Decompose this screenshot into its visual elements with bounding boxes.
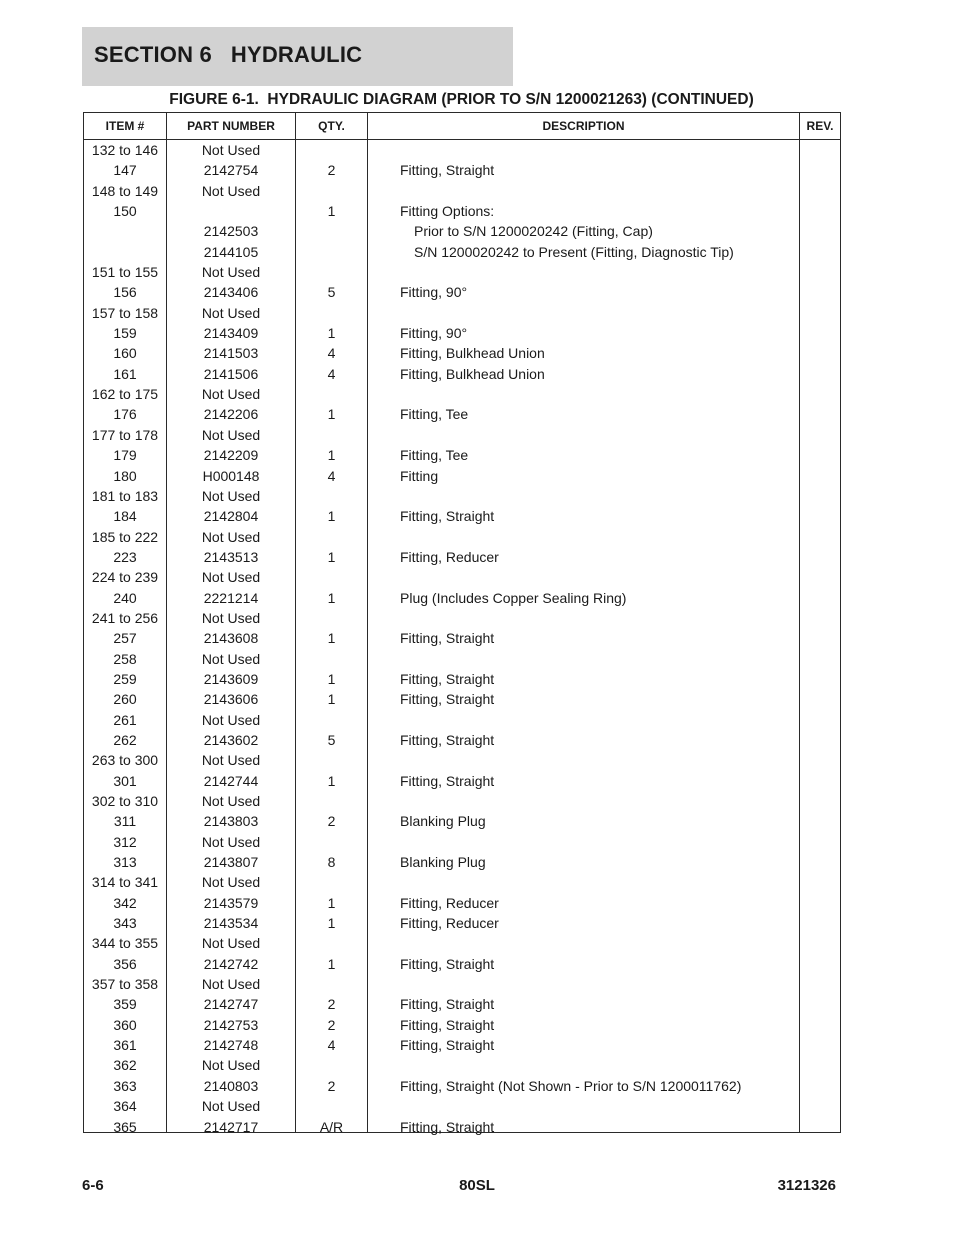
table-row [84, 669, 840, 689]
part-number: 2143807 [203, 854, 259, 871]
table-row [84, 913, 840, 933]
item-number: 181 to 183 [91, 487, 159, 504]
item-number: 262 [113, 731, 137, 748]
item-number: 148 to 149 [91, 182, 159, 199]
description: Fitting, Straight [400, 731, 495, 748]
table-row [84, 486, 840, 506]
part-number: 2141503 [203, 345, 259, 362]
table-row [84, 628, 840, 648]
column-header-description: DESCRIPTION [542, 119, 625, 133]
table-row [84, 445, 840, 465]
table-row [84, 689, 840, 709]
part-number: 2221214 [203, 589, 259, 606]
table-row [84, 1096, 840, 1116]
part-number: 2143534 [203, 915, 259, 932]
description: Fitting, Straight [400, 508, 495, 525]
table-row [84, 710, 840, 730]
table-row [84, 262, 840, 282]
item-number: 263 to 300 [91, 752, 159, 769]
item-number: 147 [113, 162, 137, 179]
table-row [84, 140, 840, 160]
quantity: 2 [327, 162, 336, 179]
table-row [84, 221, 840, 241]
description: Fitting, 90° [400, 284, 468, 301]
description: Fitting, Straight [400, 1037, 495, 1054]
section-title: SECTION 6 HYDRAULIC [94, 42, 363, 67]
item-number: 365 [113, 1118, 137, 1135]
description: Fitting Options: [400, 203, 495, 220]
quantity: 1 [327, 670, 336, 687]
table-row [84, 649, 840, 669]
part-number: 2142744 [203, 772, 259, 789]
table-row [84, 832, 840, 852]
quantity: 2 [327, 1077, 336, 1094]
part-number: 2143608 [203, 630, 259, 647]
part-number: 2142754 [203, 162, 259, 179]
description: Fitting, Bulkhead Union [400, 345, 545, 362]
table-row [84, 1076, 840, 1096]
description: Fitting, Straight [400, 670, 495, 687]
part-number: Not Used [201, 793, 261, 809]
table-row [84, 974, 840, 994]
quantity: 1 [327, 691, 336, 708]
quantity: 1 [327, 589, 336, 606]
part-number: 2142804 [203, 508, 259, 525]
table-row [84, 160, 840, 180]
table-row [84, 466, 840, 486]
model-name: 80SL [459, 1177, 495, 1194]
item-number: 159 [113, 325, 137, 342]
table-row [84, 1055, 840, 1075]
table-row [84, 994, 840, 1014]
quantity: 4 [327, 365, 336, 382]
item-number: 360 [113, 1016, 137, 1033]
part-number: 2143579 [203, 894, 259, 911]
item-number: 259 [113, 670, 137, 687]
table-row [84, 404, 840, 424]
item-number: 359 [113, 996, 137, 1013]
description: Fitting, Tee [400, 406, 469, 423]
quantity: 1 [327, 772, 336, 789]
part-number: Not Used [201, 935, 261, 952]
part-number: 2144105 [203, 243, 259, 260]
item-number: 132 to 146 [91, 142, 159, 158]
description: S/N 1200020242 to Present (Fitting, Diagnostic Tip) [414, 243, 734, 260]
part-number: Not Used [201, 1098, 261, 1115]
table-row [84, 425, 840, 445]
table-row [84, 750, 840, 770]
table-row [84, 1035, 840, 1055]
table-row [84, 1117, 840, 1137]
item-number: 314 to 341 [91, 874, 159, 891]
description: Fitting, Straight [400, 772, 495, 789]
table-row [84, 364, 840, 384]
item-number: 162 to 175 [91, 386, 159, 403]
quantity: 5 [327, 284, 336, 301]
item-number: 313 [113, 854, 137, 871]
parts-table [83, 112, 841, 1133]
description: Fitting, Straight [400, 691, 495, 708]
table-row [84, 547, 840, 567]
quantity: 4 [327, 467, 336, 484]
table-row [84, 506, 840, 526]
table-row [84, 567, 840, 587]
item-number: 185 to 222 [91, 528, 159, 545]
item-number: 362 [113, 1057, 137, 1074]
figure-title: FIGURE 6-1. HYDRAULIC DIAGRAM (PRIOR TO S/N 1200021263) (CONTINUED) [169, 91, 754, 108]
table-row [84, 201, 840, 221]
description: Fitting [400, 467, 439, 484]
description: Blanking Plug [400, 854, 486, 871]
part-number: Not Used [201, 264, 261, 281]
part-number: Not Used [201, 976, 261, 993]
part-number: 2143609 [203, 670, 259, 687]
item-number: 151 to 155 [91, 264, 159, 281]
item-number: 260 [113, 691, 137, 708]
quantity: 8 [327, 854, 336, 871]
description: Blanking Plug [400, 813, 486, 830]
part-number: 2142747 [203, 996, 259, 1013]
quantity: 2 [327, 813, 336, 830]
item-number: 343 [113, 915, 137, 932]
document-number: 3121326 [777, 1177, 836, 1194]
table-row [84, 588, 840, 608]
description: Fitting, Bulkhead Union [400, 365, 545, 382]
quantity: 1 [327, 630, 336, 647]
part-number: 2142717 [203, 1118, 259, 1135]
description: Prior to S/N 1200020242 (Fitting, Cap) [414, 223, 653, 240]
item-number: 258 [113, 650, 137, 667]
part-number: 2142742 [203, 955, 259, 972]
quantity: 1 [327, 447, 336, 464]
item-number: 301 [113, 772, 137, 789]
quantity: 1 [327, 325, 336, 342]
part-number: 2142748 [203, 1037, 259, 1054]
table-row [84, 872, 840, 892]
description: Fitting, Straight (Not Shown - Prior to S/N 1200011762) [400, 1077, 742, 1094]
part-number: Not Used [201, 711, 261, 728]
part-number: Not Used [201, 609, 261, 626]
description: Fitting, 90° [400, 325, 468, 342]
item-number: 157 to 158 [91, 304, 159, 321]
part-number: 2140803 [203, 1077, 259, 1094]
table-row [84, 954, 840, 974]
item-number: 261 [113, 711, 137, 728]
part-number: Not Used [201, 142, 261, 158]
item-number: 361 [113, 1037, 137, 1054]
quantity: 2 [327, 996, 336, 1013]
column-header-item: ITEM # [105, 119, 145, 133]
table-row [84, 384, 840, 404]
part-number: 2142209 [203, 447, 259, 464]
part-number: Not Used [201, 487, 261, 504]
description: Fitting, Reducer [400, 548, 499, 565]
description: Fitting, Reducer [400, 915, 499, 932]
item-number: 302 to 310 [91, 793, 159, 809]
item-number: 179 [113, 447, 137, 464]
item-number: 224 to 239 [91, 569, 159, 586]
item-number: 257 [113, 630, 137, 647]
quantity: 1 [327, 406, 336, 423]
item-number: 176 [113, 406, 137, 423]
item-number: 223 [113, 548, 137, 565]
description: Fitting, Straight [400, 955, 495, 972]
item-number: 363 [113, 1077, 137, 1094]
part-number: 2143602 [203, 731, 259, 748]
quantity: A/R [319, 1118, 344, 1135]
quantity: 1 [327, 203, 336, 220]
quantity: 1 [327, 548, 336, 565]
column-header-qty: QTY. [318, 119, 345, 133]
table-row [84, 343, 840, 363]
table-row [84, 527, 840, 547]
description: Fitting, Straight [400, 1016, 495, 1033]
part-number: H000148 [202, 467, 260, 484]
part-number: 2143406 [203, 284, 259, 301]
item-number: 356 [113, 955, 137, 972]
part-number: 2142503 [203, 223, 259, 240]
part-number: 2142206 [203, 406, 259, 423]
item-number: 150 [113, 203, 137, 220]
item-number: 160 [113, 345, 137, 362]
table-row [84, 771, 840, 791]
table-row [84, 1015, 840, 1035]
table-row [84, 181, 840, 201]
description: Fitting, Straight [400, 996, 495, 1013]
table-row [84, 323, 840, 343]
part-number: Not Used [201, 182, 261, 199]
table-row [84, 282, 840, 302]
table-row [84, 811, 840, 831]
part-number: 2141506 [203, 365, 259, 382]
part-number: 2143606 [203, 691, 259, 708]
description: Fitting, Straight [400, 1118, 495, 1135]
description: Fitting, Tee [400, 447, 469, 464]
part-number: Not Used [201, 752, 261, 769]
item-number: 357 to 358 [91, 976, 159, 993]
page-number: 6-6 [82, 1177, 104, 1194]
part-number: Not Used [201, 528, 261, 545]
item-number: 342 [113, 894, 137, 911]
part-number: Not Used [201, 386, 261, 403]
part-number: Not Used [201, 650, 261, 667]
quantity: 5 [327, 731, 336, 748]
part-number: Not Used [201, 874, 261, 891]
part-number: 2143803 [203, 813, 259, 830]
table-row [84, 303, 840, 323]
item-number: 240 [113, 589, 137, 606]
item-number: 311 [113, 813, 137, 830]
description: Fitting, Straight [400, 630, 495, 647]
table-body [84, 140, 840, 1137]
part-number: Not Used [201, 569, 261, 586]
column-header-part-number: PART NUMBER [187, 119, 275, 133]
quantity: 4 [327, 345, 336, 362]
quantity: 1 [327, 894, 336, 911]
quantity: 1 [327, 915, 336, 932]
part-number: Not Used [201, 833, 261, 850]
table-row [84, 893, 840, 913]
quantity: 1 [327, 955, 336, 972]
part-number: 2143513 [203, 548, 259, 565]
table-row [84, 933, 840, 953]
table-row [84, 608, 840, 628]
quantity: 4 [327, 1037, 336, 1054]
table-row [84, 852, 840, 872]
table-row [84, 791, 840, 811]
item-number: 156 [113, 284, 137, 301]
item-number: 180 [113, 467, 137, 484]
part-number: Not Used [201, 1057, 261, 1074]
part-number: 2143409 [203, 325, 259, 342]
section-header [82, 27, 513, 86]
description: Fitting, Reducer [400, 894, 499, 911]
item-number: 161 [113, 365, 137, 382]
table-row [84, 242, 840, 262]
description: Plug (Includes Copper Sealing Ring) [400, 589, 627, 606]
item-number: 184 [113, 508, 137, 525]
part-number: Not Used [201, 426, 261, 443]
item-number: 241 to 256 [91, 609, 159, 626]
quantity: 1 [327, 508, 336, 525]
description: Fitting, Straight [400, 162, 495, 179]
item-number: 177 to 178 [91, 426, 159, 443]
column-header-rev: REV. [806, 119, 834, 133]
table-row [84, 730, 840, 750]
item-number: 312 [113, 833, 137, 850]
item-number: 344 to 355 [91, 935, 159, 952]
item-number: 364 [113, 1098, 137, 1115]
part-number: 2142753 [203, 1016, 259, 1033]
quantity: 2 [327, 1016, 336, 1033]
part-number: Not Used [201, 304, 261, 321]
